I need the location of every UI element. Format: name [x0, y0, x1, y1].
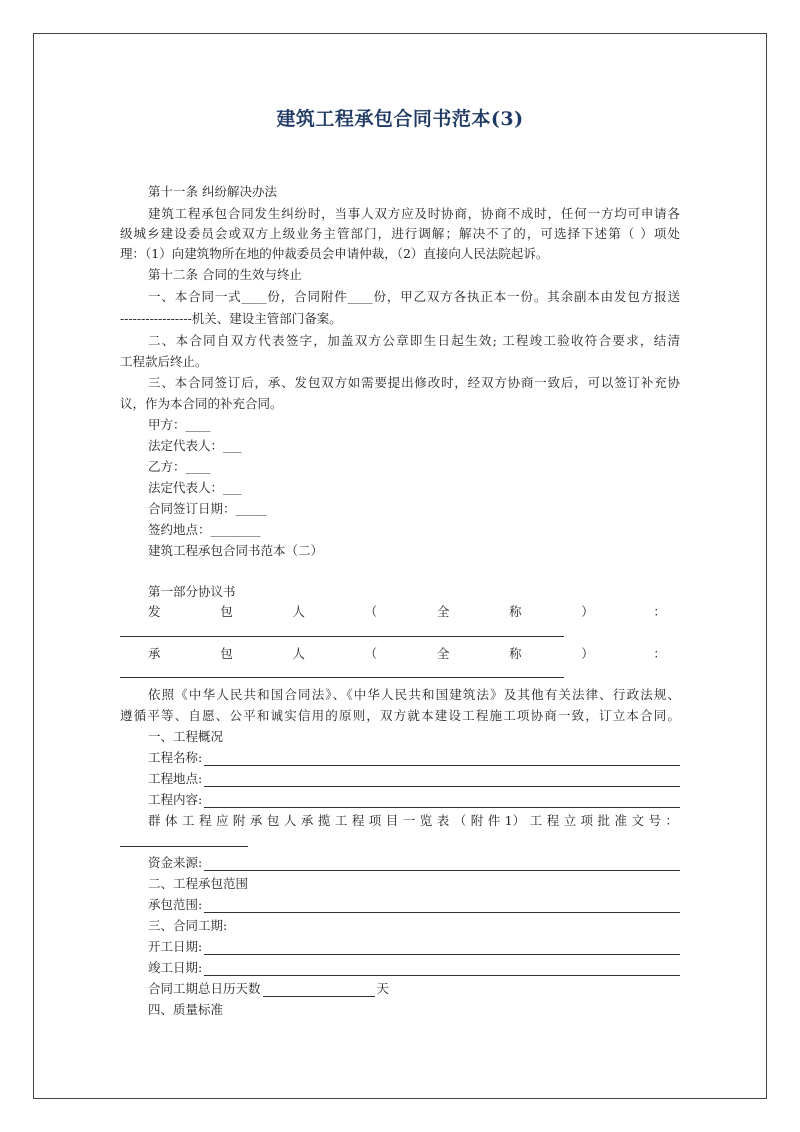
group-project-char: 项: [368, 813, 382, 828]
approval-number-blank: [120, 846, 248, 847]
article-12-clause-3-line-2: 议，作为本合同的补充合同。: [120, 396, 283, 411]
total-days-label: 合同工期总日历天数: [148, 981, 261, 996]
group-project-char: 目: [385, 813, 399, 828]
project-location-blank: [204, 774, 680, 787]
contractor-char: 人: [292, 646, 305, 661]
group-project-char: 览: [419, 813, 433, 828]
contractor-name-blank: [120, 677, 564, 678]
group-project-char: 准: [614, 813, 628, 828]
section-3-heading: 三、合同工期:: [148, 918, 228, 933]
group-project-char: 1）: [504, 813, 526, 828]
group-project-char: 程: [351, 813, 365, 828]
contractor-char: ：: [653, 646, 666, 661]
part-1-heading: 第一部分协议书: [148, 584, 236, 599]
legal-rep-b-field: 法定代表人：___: [148, 480, 242, 495]
party-b-field: 乙方：____: [148, 459, 211, 474]
group-project-char: ：: [665, 813, 678, 828]
fund-source-blank: [204, 858, 680, 871]
completion-date-label: 竣工日期:: [148, 960, 203, 975]
article-12-heading: 第十二条 合同的生效与终止: [148, 267, 302, 282]
project-location-field: [148, 771, 680, 787]
group-project-char: 体: [164, 813, 178, 828]
employer-label-row: [148, 604, 680, 620]
total-days-unit: 天: [376, 981, 390, 996]
party-a-field: 甲方：____: [148, 417, 211, 432]
project-name-field: [148, 750, 680, 766]
section-1-heading: 一、工程概况: [148, 729, 224, 744]
contractor-char: 包: [220, 646, 233, 661]
fund-source-label: 资金来源:: [148, 855, 203, 870]
contract-basis-line-1: 依照《中华人民共和国合同法》、《中华人民共和国建筑法》及其他有关法律、行政法规、: [148, 687, 680, 702]
project-location-label: 工程地点:: [148, 771, 203, 786]
sample-2-title: 建筑工程承包合同书范本（二）: [148, 543, 324, 558]
contractor-label-row: [148, 646, 680, 662]
contract-basis-line-2: 遵循平等、自愿、公平和诚实信用的原则，双方就本建设工程施工项协商一致，订立本合同。: [120, 708, 680, 723]
article-12-clause-2-line-1: 二、本合同自双方代表签字，加盖双方公章即生日起生效; 工程竣工验收符合要求，结清: [148, 333, 680, 348]
project-name-blank: [204, 753, 680, 766]
contractor-char: 称: [509, 646, 522, 661]
employer-char: ：: [653, 604, 666, 619]
section-4-heading: 四、质量标准: [148, 1002, 224, 1017]
article-11-heading: 第十一条 纠纷解决办法: [148, 184, 277, 199]
document-title: 建筑工程承包合同书范本(3): [276, 108, 524, 130]
employer-char: 发: [148, 604, 161, 619]
article-12-clause-3-line-1: 三、本合同签订后，承、发包双方如需要提出修改时，经双方协商一致后，可以签订补充协: [148, 375, 680, 390]
group-project-char: 项: [580, 813, 594, 828]
group-project-char: 工: [334, 813, 348, 828]
employer-name-blank: [120, 636, 564, 637]
sign-date-field: 合同签订日期：_____: [148, 501, 267, 516]
group-project-char: 号: [648, 813, 661, 828]
article-12-clause-1-line-1: 一、本合同一式____份，合同附件____份，甲乙双方各执正本一份。其余副本由发包方报送: [148, 289, 680, 304]
project-content-field: [148, 792, 680, 808]
project-content-label: 工程内容:: [148, 792, 203, 807]
group-project-char: 批: [597, 813, 611, 828]
contractor-char: ）: [581, 646, 594, 661]
group-project-char: 群: [148, 813, 161, 828]
group-project-char: 揽: [317, 813, 331, 828]
start-date-field: [148, 939, 680, 955]
project-content-blank: [204, 795, 680, 808]
scope-label: 承包范围:: [148, 897, 203, 912]
start-date-blank: [204, 942, 680, 955]
group-project-char: 工: [529, 813, 543, 828]
group-project-char: （: [453, 813, 467, 828]
group-project-char: 程: [546, 813, 560, 828]
group-project-char: 承: [249, 813, 263, 828]
group-project-char: 一: [402, 813, 416, 828]
completion-date-field: [148, 960, 680, 976]
article-11-text-line-1: 建筑工程承包合同发生纠纷时，当事人双方应及时协商，协商不成时，任何一方均可申请各: [148, 206, 680, 221]
employer-char: ）: [581, 604, 594, 619]
employer-char: 称: [509, 604, 522, 619]
group-project-line: [148, 813, 680, 829]
contractor-char: （: [364, 646, 378, 661]
group-project-char: 件: [487, 813, 501, 828]
group-project-char: 包: [266, 813, 280, 828]
start-date-label: 开工日期:: [148, 939, 203, 954]
employer-char: 包: [220, 604, 233, 619]
scope-field: [148, 897, 680, 913]
section-2-heading: 二、工程承包范围: [148, 876, 249, 891]
total-days-blank: [263, 984, 375, 997]
group-project-char: 文: [631, 813, 645, 828]
total-days-field: [148, 981, 680, 997]
group-project-char: 立: [563, 813, 577, 828]
article-12-clause-2-line-2: 工程款后终止。: [120, 354, 208, 369]
completion-date-blank: [204, 963, 680, 976]
group-project-char: 工: [181, 813, 195, 828]
employer-char: 全: [436, 604, 450, 619]
scope-blank: [204, 900, 680, 913]
sign-place-field: 签约地点：________: [148, 522, 261, 537]
article-11-text-line-3: 理：（1）向建筑物所在地的仲裁委员会申请仲裁，（2）直接向人民法院起诉。: [120, 246, 549, 261]
group-project-char: 应: [215, 813, 229, 828]
fund-source-field: [148, 855, 680, 871]
group-project-char: 人: [283, 813, 297, 828]
article-11-text-line-2: 级城乡建设委员会或双方上级业务主管部门，进行调解；解决不了的，可选择下述第（ ）项处: [120, 226, 680, 241]
group-project-char: 附: [470, 813, 484, 828]
group-project-char: 附: [232, 813, 246, 828]
legal-rep-a-field: 法定代表人：___: [148, 438, 242, 453]
employer-char: 人: [292, 604, 305, 619]
article-12-clause-1-line-2: -----------------机关、建设主管部门备案。: [120, 311, 342, 326]
contractor-char: 承: [148, 646, 161, 661]
group-project-char: 表: [436, 813, 450, 828]
group-project-char: 程: [198, 813, 212, 828]
group-project-char: 承: [300, 813, 314, 828]
employer-char: （: [364, 604, 378, 619]
project-name-label: 工程名称:: [148, 750, 203, 765]
contractor-char: 全: [436, 646, 450, 661]
